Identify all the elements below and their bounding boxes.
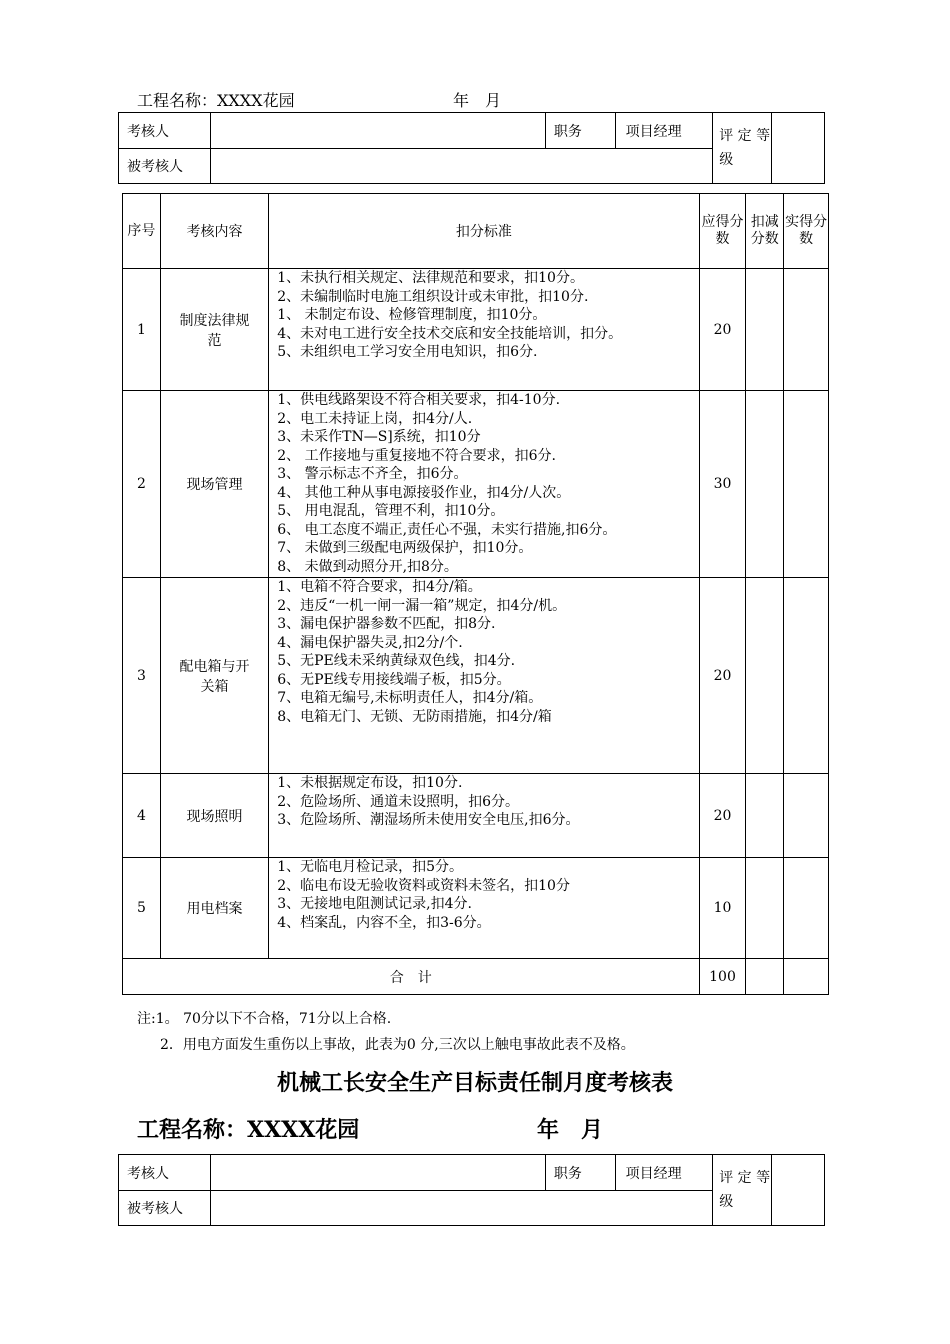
- criteria-line: 3、未采作TN—S]系统，扣10分: [277, 429, 481, 445]
- header-deduct: 扣减分数: [746, 194, 784, 269]
- section2-project-name: 工程名称：XXXX花园: [137, 1117, 360, 1143]
- position-label-2: 职务: [545, 1155, 615, 1191]
- total-due: 100: [699, 959, 746, 995]
- assessor-label: 考核人: [119, 113, 211, 149]
- position-value-2: 项目经理: [615, 1155, 713, 1191]
- table-row: [123, 578, 829, 774]
- total-label: 合 计: [123, 959, 700, 995]
- criteria-line: 2、未编制临时电施工组织设计或未审批，扣10分.: [277, 288, 589, 305]
- position-label: 职务: [545, 113, 615, 149]
- row-actual[interactable]: [784, 858, 829, 959]
- criteria-line: 7、电箱无编号,未标明责任人，扣4分/箱。: [277, 690, 543, 706]
- row-no: 3: [123, 578, 161, 774]
- row-due: 10: [699, 858, 746, 959]
- criteria-line: 2、电工未持证上岗，扣4分/人.: [277, 410, 473, 427]
- header-no: 序号: [123, 194, 161, 269]
- row-content: 配电箱与开关箱: [160, 578, 268, 774]
- criteria-line: 3、无接地电阻测试记录,扣4分.: [277, 896, 472, 912]
- total-deduct[interactable]: [746, 959, 784, 995]
- table-row: [123, 858, 829, 959]
- criteria-line: 7、 未做到三级配电两级保护，扣10分。: [277, 540, 533, 556]
- grade-value-2[interactable]: [772, 1155, 825, 1226]
- row-deduct[interactable]: [746, 774, 784, 858]
- assessee-label-2: 被考核人: [119, 1191, 211, 1226]
- date-label: 年 月: [453, 91, 502, 110]
- grade-value[interactable]: [772, 113, 825, 184]
- row-actual[interactable]: [784, 578, 829, 774]
- grade-label-2: 评 定 等级: [713, 1155, 772, 1226]
- assessee-label: 被考核人: [119, 149, 211, 184]
- criteria-line: 2、危险场所、通道未设照明，扣6分。: [277, 793, 520, 810]
- main-table-header: [123, 194, 829, 269]
- row-deduct[interactable]: [746, 391, 784, 578]
- row-deduct[interactable]: [746, 858, 784, 959]
- row-no: 4: [123, 774, 161, 858]
- section2-title: 机械工长安全生产目标责任制月度考核表: [276, 1070, 673, 1096]
- criteria-line: 2、违反“一机一闸一漏一箱”规定，扣4分/机。: [277, 597, 567, 614]
- criteria-line: 2、 工作接地与重复接地不符合要求，扣6分.: [277, 447, 556, 464]
- section2-date-label: 年 月: [537, 1117, 604, 1143]
- row-no: 1: [123, 269, 161, 391]
- info-table-2: [118, 1154, 825, 1226]
- criteria-line: 1、电箱不符合要求，扣4分/箱。: [277, 579, 482, 595]
- row-no: 5: [123, 858, 161, 959]
- note-1: 注:1。 70分以下不合格，71分以上合格.: [137, 1011, 392, 1027]
- criteria-line: 1、未根据规定布设，扣10分.: [277, 775, 463, 791]
- criteria-line: 5、无PE线未采纳黄绿双色线，扣4分.: [277, 653, 516, 669]
- criteria-line: 4、档案乱，内容不全，扣3-6分。: [277, 914, 491, 931]
- row-no: 2: [123, 391, 161, 578]
- header-due: 应得分数: [699, 194, 746, 269]
- row-due: 20: [699, 774, 746, 858]
- criteria-line: 4、漏电保护器失灵,扣2分/个.: [277, 634, 463, 651]
- assessee-value[interactable]: [210, 149, 712, 184]
- criteria-line: 3、漏电保护器参数不匹配，扣8分.: [277, 616, 496, 632]
- main-table: [122, 193, 829, 995]
- criteria-line: 4、未对电工进行安全技术交底和安全技能培训，扣分。: [277, 325, 623, 342]
- row-criteria: [269, 269, 699, 391]
- total-row: [123, 959, 829, 995]
- table-row: [123, 774, 829, 858]
- criteria-line: 5、未组织电工学习安全用电知识，扣6分.: [277, 344, 538, 360]
- total-actual[interactable]: [784, 959, 829, 995]
- assessor-value[interactable]: [210, 113, 545, 149]
- assessor-label-2: 考核人: [119, 1155, 211, 1191]
- info-table: [118, 112, 825, 184]
- criteria-line: 3、危险场所、潮湿场所未使用安全电压,扣6分。: [277, 812, 580, 828]
- row-criteria: [269, 858, 699, 959]
- criteria-line: 8、 未做到动照分开,扣8分。: [277, 558, 458, 575]
- criteria-line: 2、临电布设无验收资料或资料未签名，扣10分: [277, 877, 570, 894]
- criteria-line: 5、 用电混乱，管理不利，扣10分。: [277, 503, 505, 519]
- row-actual[interactable]: [784, 269, 829, 391]
- row-content: 用电档案: [160, 858, 268, 959]
- header-actual: 实得分数: [784, 194, 829, 269]
- row-content: 制度法律规范: [160, 269, 268, 391]
- position-value: 项目经理: [615, 113, 713, 149]
- row-deduct[interactable]: [746, 269, 784, 391]
- row-content: 现场管理: [160, 391, 268, 578]
- project-name: 工程名称：XXXX花园: [137, 91, 295, 110]
- assessor-value-2[interactable]: [210, 1155, 545, 1191]
- note-2: 2．用电方面发生重伤以上事故，此表为0 分,三次以上触电事故此表不及格。: [160, 1037, 635, 1053]
- criteria-line: 1、无临电月检记录，扣5分。: [277, 859, 464, 875]
- row-actual[interactable]: [784, 774, 829, 858]
- row-due: 20: [699, 269, 746, 391]
- table-row: [123, 391, 829, 578]
- criteria-line: 8、电箱无门、无锁、无防雨措施，扣4分/箱: [277, 708, 552, 725]
- criteria-line: 4、 其他工种从事电源接驳作业，扣4分/人次。: [277, 484, 571, 501]
- header-criteria: 扣分标准: [269, 194, 699, 269]
- row-content: 现场照明: [160, 774, 268, 858]
- row-criteria: [269, 578, 699, 774]
- criteria-line: 1、供电线路架设不符合相关要求，扣4-10分.: [277, 392, 561, 408]
- row-criteria: [269, 391, 699, 578]
- assessee-value-2[interactable]: [210, 1191, 712, 1226]
- row-criteria: [269, 774, 699, 858]
- grade-label: 评 定 等级: [713, 113, 772, 184]
- criteria-line: 1、未执行相关规定、法律规范和要求，扣10分。: [277, 270, 584, 286]
- row-actual[interactable]: [784, 391, 829, 578]
- criteria-line: 6、无PE线专用接线端子板，扣5分。: [277, 671, 511, 688]
- criteria-line: 3、 警示标志不齐全，扣6分。: [277, 466, 468, 482]
- criteria-line: 6、 电工态度不端正,责任心不强，未实行措施,扣6分。: [277, 521, 617, 538]
- table-row: [123, 269, 829, 391]
- row-due: 20: [699, 578, 746, 774]
- criteria-line: 1、 未制定布设、检修管理制度，扣10分。: [277, 307, 547, 323]
- header-content: 考核内容: [160, 194, 268, 269]
- row-due: 30: [699, 391, 746, 578]
- row-deduct[interactable]: [746, 578, 784, 774]
